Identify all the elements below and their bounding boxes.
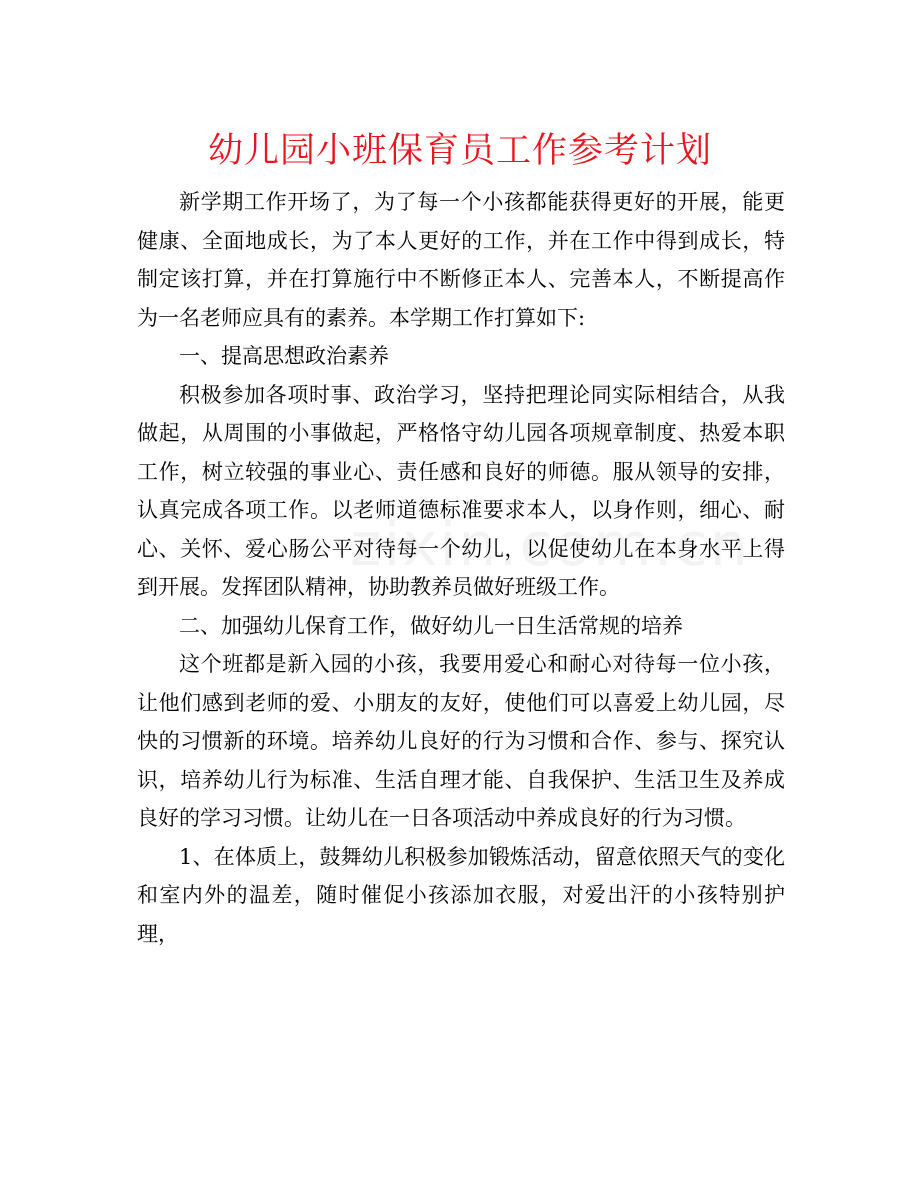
- page-title: 幼儿园小班保育员工作参考计划: [207, 131, 712, 171]
- paragraph-item-1: 1、在体质上，鼓舞幼儿积极参加锻炼活动，留意依照天气的变化和室内外的温差，随时催促小孩添加衣服，对爱出汗的小孩特别护理，: [137, 844, 785, 946]
- paragraph-section-2: 这个班都是新入园的小孩，我要用爱心和耐心对待每一位小孩，让他们感到老师的爱、小朋友的友好，使他们可以喜爱上幼儿园，尽快的习惯新的环境。培养幼儿良好的行为习惯和合作、参与、探究认识，培养幼儿行为标准、生活自理才能、自我保护、生活卫生及养成良好的学习习惯。让幼儿在一日各项活动中养成良好的行为习惯。: [137, 652, 785, 830]
- paragraph-intro: 新学期工作开场了，为了每一个小孩都能获得更好的开展，能更健康、全面地成长，为了本人更好的工作，并在工作中得到成长，特制定该打算，并在打算施行中不断修正本人、完善本人，不断提高作为一名老师应具有的素养。本学期工作打算如下:: [137, 190, 785, 330]
- section-heading-1: 一、提高思想政治素养: [179, 344, 389, 368]
- section-heading-2: 二、加强幼儿保育工作，做好幼儿一日生活常规的培养: [179, 613, 683, 638]
- paragraph-section-1: 积极参加各项时事、政治学习，坚持把理论同实际相结合，从我做起，从周围的小事做起，严格恪守幼儿园各项规章制度、热爱本职工作，树立较强的事业心、责任感和良好的师德。服从领导的安排，认真完成各项工作。以老师道德标准要求本人，以身作则，细心、耐心、关怀、爱心肠公平对待每一个幼儿，以促使幼儿在本身水平上得到开展。发挥团队精神，协助教养员做好班级工作。: [137, 382, 785, 599]
- document-body: [137, 183, 785, 953]
